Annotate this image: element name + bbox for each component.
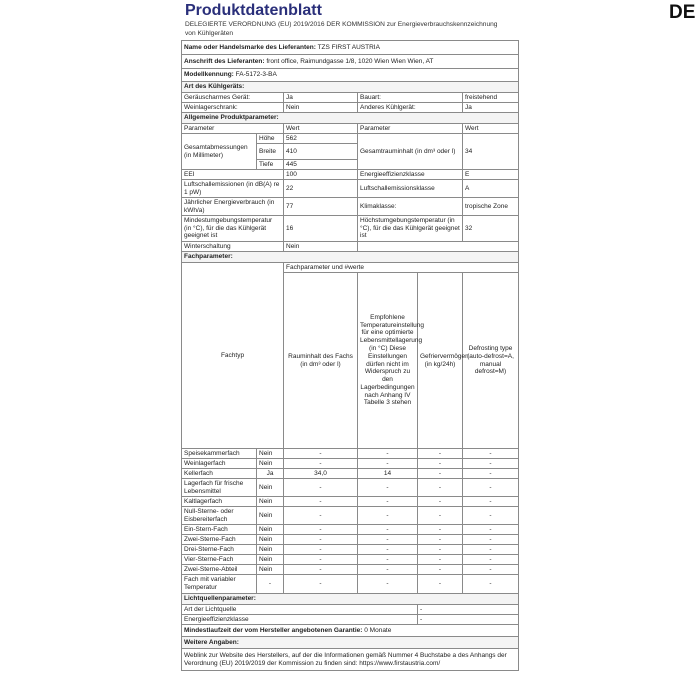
compartment-row — [182, 575, 519, 594]
compartment-freeze: - — [418, 525, 463, 535]
type-row — [182, 93, 519, 103]
light-type-row — [182, 605, 519, 615]
compartment-temp: - — [358, 449, 418, 459]
param-label: Energieeffizienzklasse — [358, 170, 463, 180]
compartment-freeze: - — [418, 449, 463, 459]
compartment-volume: - — [284, 535, 358, 545]
type-value: Ja — [463, 103, 519, 113]
compartment-defrost: - — [463, 545, 519, 555]
compartment-name: Weinlagerfach — [182, 459, 257, 469]
regulation-subtitle: DELEGIERTE VERORDNUNG (EU) 2019/2016 DER KOMMISSION zur Energieverbrauchskennzeichnung von Kühlgeräten — [185, 21, 498, 37]
compartment-present: Nein — [257, 535, 284, 545]
model-id-label: Modellkennung: — [184, 71, 234, 79]
compartment-defrost: - — [463, 575, 519, 594]
compartment-temp: - — [358, 497, 418, 507]
dimension-row — [182, 134, 519, 144]
compartment-present: Nein — [257, 545, 284, 555]
appliance-type-section — [182, 82, 519, 93]
compartment-volume: - — [284, 479, 358, 497]
compartment-present: Nein — [257, 479, 284, 497]
freezing-header: Gefriervermögen (in kg/24h) — [418, 273, 463, 449]
dimension-value: 562 — [284, 134, 358, 144]
type-label: Bauart: — [358, 93, 463, 103]
dimension-name: Tiefe — [257, 160, 284, 170]
compartment-row — [182, 535, 519, 545]
dimensions-label: Gesamtabmessungen (in Millimeter) — [182, 134, 257, 170]
param-value: 22 — [284, 180, 358, 198]
compartment-freeze: - — [418, 459, 463, 469]
param-label: EEI — [182, 170, 284, 180]
winter-row — [182, 242, 519, 252]
compartment-row — [182, 565, 519, 575]
total-volume-label: Gesamtrauminhalt (in dm³ oder l) — [358, 134, 463, 170]
compartment-volume: - — [284, 575, 358, 594]
type-label: Anderes Kühlgerät: — [358, 103, 463, 113]
compartment-present: Nein — [257, 555, 284, 565]
column-header: Parameter — [182, 124, 284, 134]
supplier-address-row — [182, 55, 519, 69]
compartment-name: Ein-Stern-Fach — [182, 525, 257, 535]
compartment-defrost: - — [463, 525, 519, 535]
compartment-defrost: - — [463, 449, 519, 459]
compartment-volume: 34,0 — [284, 469, 358, 479]
compartment-defrost: - — [463, 459, 519, 469]
supplier-name-value: TZS FIRST AUSTRIA — [317, 43, 380, 51]
warranty-label: Mindestlaufzeit der vom Hersteller angebotenen Garantie: — [184, 626, 363, 634]
param-label: Jährlicher Energieverbrauch (in kWh/a) — [182, 198, 284, 216]
compartment-temp: - — [358, 575, 418, 594]
param-row — [182, 170, 519, 180]
compartment-present: Nein — [257, 459, 284, 469]
compartment-name: Drei-Sterne-Fach — [182, 545, 257, 555]
light-source-section — [182, 594, 519, 605]
supplier-address-value: front office, Raimundgasse 1/8, 1020 Wien Wien Wien, AT — [266, 57, 434, 65]
compartment-temp: - — [358, 459, 418, 469]
column-header: Wert — [463, 124, 519, 134]
compartment-temp: - — [358, 545, 418, 555]
compartment-present: - — [257, 575, 284, 594]
compartment-present: Ja — [257, 469, 284, 479]
volume-header: Rauminhalt des Fachs (in dm³ oder l) — [284, 273, 358, 449]
param-value: 77 — [284, 198, 358, 216]
compartment-present: Nein — [257, 497, 284, 507]
compartment-row — [182, 555, 519, 565]
compartment-row — [182, 497, 519, 507]
param-row — [182, 216, 519, 242]
compartment-group-title: Fachparameter und #werte — [284, 263, 519, 273]
light-type-value: - — [418, 605, 519, 615]
supplier-address-label: Anschrift des Lieferanten: — [184, 57, 265, 65]
compartment-name: Vier-Sterne-Fach — [182, 555, 257, 565]
light-class-value: - — [418, 615, 519, 625]
compartment-temp: - — [358, 535, 418, 545]
compartment-defrost: - — [463, 535, 519, 545]
compartment-freeze: - — [418, 565, 463, 575]
page-title: Produktdatenblatt — [185, 2, 322, 19]
empty-cell — [358, 242, 519, 252]
compartment-name: Lagerfach für frische Lebensmittel — [182, 479, 257, 497]
compartment-row — [182, 469, 519, 479]
compartment-volume: - — [284, 555, 358, 565]
compartment-present: Nein — [257, 565, 284, 575]
compartment-temp: 14 — [358, 469, 418, 479]
param-label: Klimaklasse: — [358, 198, 463, 216]
type-value: freistehend — [463, 93, 519, 103]
compartment-freeze: - — [418, 575, 463, 594]
section-title: Weitere Angaben: — [182, 637, 519, 649]
datasheet-table — [181, 40, 519, 671]
compartment-name: Kellerfach — [182, 469, 257, 479]
compartment-temp: - — [358, 565, 418, 575]
param-value: 16 — [284, 216, 358, 242]
param-row — [182, 198, 519, 216]
compartment-row — [182, 449, 519, 459]
compartment-freeze: - — [418, 545, 463, 555]
compartment-row — [182, 525, 519, 535]
general-params-header — [182, 124, 519, 134]
dimension-value: 410 — [284, 144, 358, 160]
compartment-name: Speisekammerfach — [182, 449, 257, 459]
param-value: A — [463, 180, 519, 198]
param-value: E — [463, 170, 519, 180]
compartment-freeze: - — [418, 497, 463, 507]
section-title: Art des Kühlgeräts: — [182, 82, 519, 93]
weblink-text: Weblink zur Website des Herstellers, auf der die Informationen gemäß Nummer 4 Buchstabe a des Anhangs der Verordnung (EU) 2019/2019 der Kommission zu finden sind: — [184, 651, 507, 667]
light-type-label: Art der Lichtquelle — [182, 605, 418, 615]
compartment-name: Fach mit variabler Temperatur — [182, 575, 257, 594]
warranty-value: 0 Monate — [364, 626, 392, 634]
compartment-temp: - — [358, 525, 418, 535]
type-value: Nein — [284, 103, 358, 113]
compartment-type-header: Fachtyp — [182, 263, 284, 449]
type-row — [182, 103, 519, 113]
compartment-section — [182, 252, 519, 263]
compartment-defrost: - — [463, 469, 519, 479]
compartment-row — [182, 459, 519, 469]
temperature-header: Empfohlene Temperatureinstellung für eine optimierte Lebensmittellagerung (in °C) Diese Einstellungen dürfen nicht im Widerspruch zu den Lagerbedingungen nach Anhang IV Tabelle 3 stehen — [358, 273, 418, 449]
dimension-name: Breite — [257, 144, 284, 160]
param-value: 100 — [284, 170, 358, 180]
supplier-name-label: Name oder Handelsmarke des Lieferanten: — [184, 43, 316, 51]
compartment-freeze: - — [418, 479, 463, 497]
compartment-present: Nein — [257, 507, 284, 525]
param-label: Luftschallemissionsklasse — [358, 180, 463, 198]
compartment-defrost: - — [463, 565, 519, 575]
column-header: Wert — [284, 124, 358, 134]
param-label: Luftschallemissionen (in dB(A) re 1 pW) — [182, 180, 284, 198]
compartment-defrost: - — [463, 507, 519, 525]
compartment-freeze: - — [418, 535, 463, 545]
section-title: Allgemeine Produktparameter: — [182, 113, 519, 124]
winter-label: Winterschaltung — [182, 242, 284, 252]
compartment-volume: - — [284, 525, 358, 535]
param-label: Höchstumgebungstemperatur (in °C), für die das Kühlgerät geeignet ist — [358, 216, 463, 242]
light-class-row — [182, 615, 519, 625]
light-class-label: Energieeffizienzklasse — [182, 615, 418, 625]
compartment-volume: - — [284, 507, 358, 525]
compartment-defrost: - — [463, 479, 519, 497]
compartment-present: Nein — [257, 525, 284, 535]
winter-value: Nein — [284, 242, 358, 252]
total-volume-value: 34 — [463, 134, 519, 170]
compartment-group-header — [182, 263, 519, 273]
compartment-name: Kaltlagerfach — [182, 497, 257, 507]
param-row — [182, 180, 519, 198]
compartment-row — [182, 479, 519, 497]
dimension-name: Höhe — [257, 134, 284, 144]
column-header: Parameter — [358, 124, 463, 134]
compartment-present: Nein — [257, 449, 284, 459]
compartment-row — [182, 507, 519, 525]
compartment-name: Zwei-Sterne-Abteil — [182, 565, 257, 575]
compartment-temp: - — [358, 555, 418, 565]
type-label: Weinlagerschrank: — [182, 103, 284, 113]
compartment-row — [182, 545, 519, 555]
weblink-row — [182, 649, 519, 671]
compartment-freeze: - — [418, 507, 463, 525]
compartment-freeze: - — [418, 469, 463, 479]
compartment-defrost: - — [463, 555, 519, 565]
manufacturer-weblink[interactable]: https://www.firstaustria.com/ — [359, 659, 441, 667]
type-label: Geräuscharmes Gerät: — [182, 93, 284, 103]
datasheet-header — [181, 0, 696, 40]
compartment-freeze: - — [418, 555, 463, 565]
param-label: Mindestumgebungstemperatur (in °C), für die das Kühlgerät geeignet ist — [182, 216, 284, 242]
further-info-section — [182, 637, 519, 649]
compartment-temp: - — [358, 507, 418, 525]
param-value: 32 — [463, 216, 519, 242]
param-value: tropische Zone — [463, 198, 519, 216]
compartment-volume: - — [284, 497, 358, 507]
warranty-row — [182, 625, 519, 637]
type-value: Ja — [284, 93, 358, 103]
language-code: DE — [669, 2, 696, 23]
compartment-temp: - — [358, 479, 418, 497]
compartment-volume: - — [284, 545, 358, 555]
section-title: Fachparameter: — [182, 252, 519, 263]
model-id-row — [182, 69, 519, 82]
compartment-volume: - — [284, 565, 358, 575]
supplier-name-row — [182, 41, 519, 55]
compartment-volume: - — [284, 459, 358, 469]
compartment-name: Zwei-Sterne-Fach — [182, 535, 257, 545]
general-params-section — [182, 113, 519, 124]
compartment-name: Null-Sterne- oder Eisbereiterfach — [182, 507, 257, 525]
section-title: Lichtquellenparameter: — [182, 594, 519, 605]
compartment-volume: - — [284, 449, 358, 459]
compartment-defrost: - — [463, 497, 519, 507]
dimension-value: 445 — [284, 160, 358, 170]
defrost-header: Defrosting type (auto-defrost=A, manual defrost=M) — [463, 273, 519, 449]
model-id-value: FA-5172-3-BA — [235, 71, 277, 79]
